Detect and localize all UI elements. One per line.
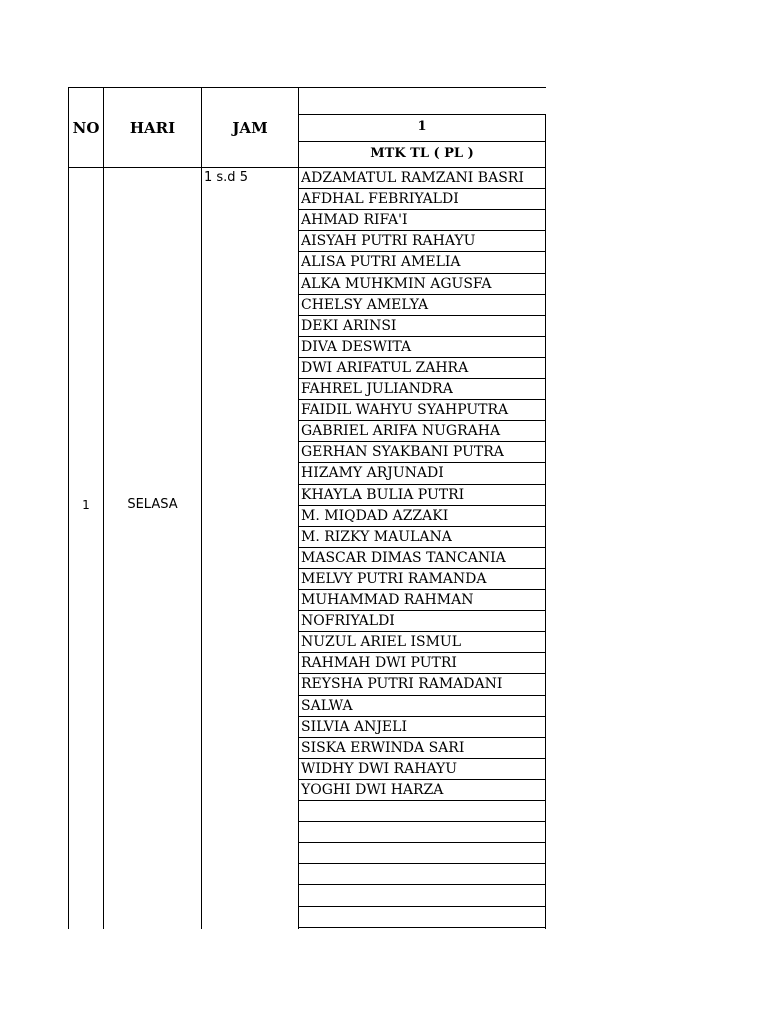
student-name-cell xyxy=(301,801,545,822)
header-jam: JAM xyxy=(232,119,268,137)
student-name-cell: WIDHY DWI RAHAYU xyxy=(301,761,458,777)
student-name-cell xyxy=(301,885,545,906)
col-divider-hari xyxy=(201,87,202,929)
student-name-cell: GABRIEL ARIFA NUGRAHA xyxy=(301,423,501,439)
student-name-cell: AISYAH PUTRI RAHAYU xyxy=(301,233,476,249)
student-name-cell: NUZUL ARIEL ISMUL xyxy=(301,634,462,650)
student-name-cell: REYSHA PUTRI RAMADANI xyxy=(301,676,503,692)
student-name-cell: M. MIQDAD AZZAKI xyxy=(301,508,449,524)
header-hari: HARI xyxy=(129,119,176,137)
header-group-number: 1 xyxy=(417,119,427,134)
student-name-cell: SILVIA ANJELI xyxy=(301,719,407,735)
student-name-cell: MASCAR DIMAS TANCANIA xyxy=(301,550,506,566)
student-name-cell: ALISA PUTRI AMELIA xyxy=(301,254,461,270)
student-name-cell: YOGHI DWI HARZA xyxy=(301,782,444,798)
student-name-cell: DWI ARIFATUL ZAHRA xyxy=(301,360,469,376)
student-name-cell: ALKA MUHKMIN AGUSFA xyxy=(301,276,492,292)
student-name-cell: AHMAD RIFA'I xyxy=(301,212,408,228)
student-name-cell: NOFRIYALDI xyxy=(301,613,395,629)
table-right-border xyxy=(545,114,546,929)
col-divider-jam xyxy=(298,87,299,929)
header-divider-2 xyxy=(299,141,546,142)
student-name-cell: KHAYLA BULIA PUTRI xyxy=(301,487,465,503)
student-name-cell: FAHREL JULIANDRA xyxy=(301,381,453,397)
student-name-cell xyxy=(301,843,545,864)
student-name-cell xyxy=(301,822,545,843)
row-no: 1 xyxy=(82,498,90,512)
student-name-cell: DIVA DESWITA xyxy=(301,339,412,355)
student-name-cell: SALWA xyxy=(301,698,353,714)
student-name-cell xyxy=(301,907,545,928)
student-name-cell: RAHMAH DWI PUTRI xyxy=(301,655,457,671)
student-name-cell: DEKI ARINSI xyxy=(301,318,397,334)
student-name-cell: M. RIZKY MAULANA xyxy=(301,529,452,545)
student-name-cell: ADZAMATUL RAMZANI BASRI xyxy=(301,170,524,186)
row-hari: SELASA xyxy=(127,497,178,512)
student-name-cell: CHELSY AMELYA xyxy=(301,297,429,313)
header-subject: MTK TL ( PL ) xyxy=(370,146,474,161)
student-name-cell: SISKA ERWINDA SARI xyxy=(301,740,465,756)
header-divider-1 xyxy=(299,114,546,115)
student-name-cell: MELVY PUTRI RAMANDA xyxy=(301,571,487,587)
table-top-border xyxy=(68,87,546,88)
student-name-cell xyxy=(301,864,545,885)
row-jam: 1 s.d 5 xyxy=(204,170,248,185)
student-name-cell: AFDHAL FEBRIYALDI xyxy=(301,191,459,207)
student-name-cell: GERHAN SYAKBANI PUTRA xyxy=(301,444,504,460)
student-row-divider xyxy=(299,927,546,928)
student-name-cell: MUHAMMAD RAHMAN xyxy=(301,592,474,608)
header-no: NO xyxy=(72,119,100,137)
student-name-cell: HIZAMY ARJUNADI xyxy=(301,465,444,481)
student-name-cell: FAIDIL WAHYU SYAHPUTRA xyxy=(301,402,509,418)
